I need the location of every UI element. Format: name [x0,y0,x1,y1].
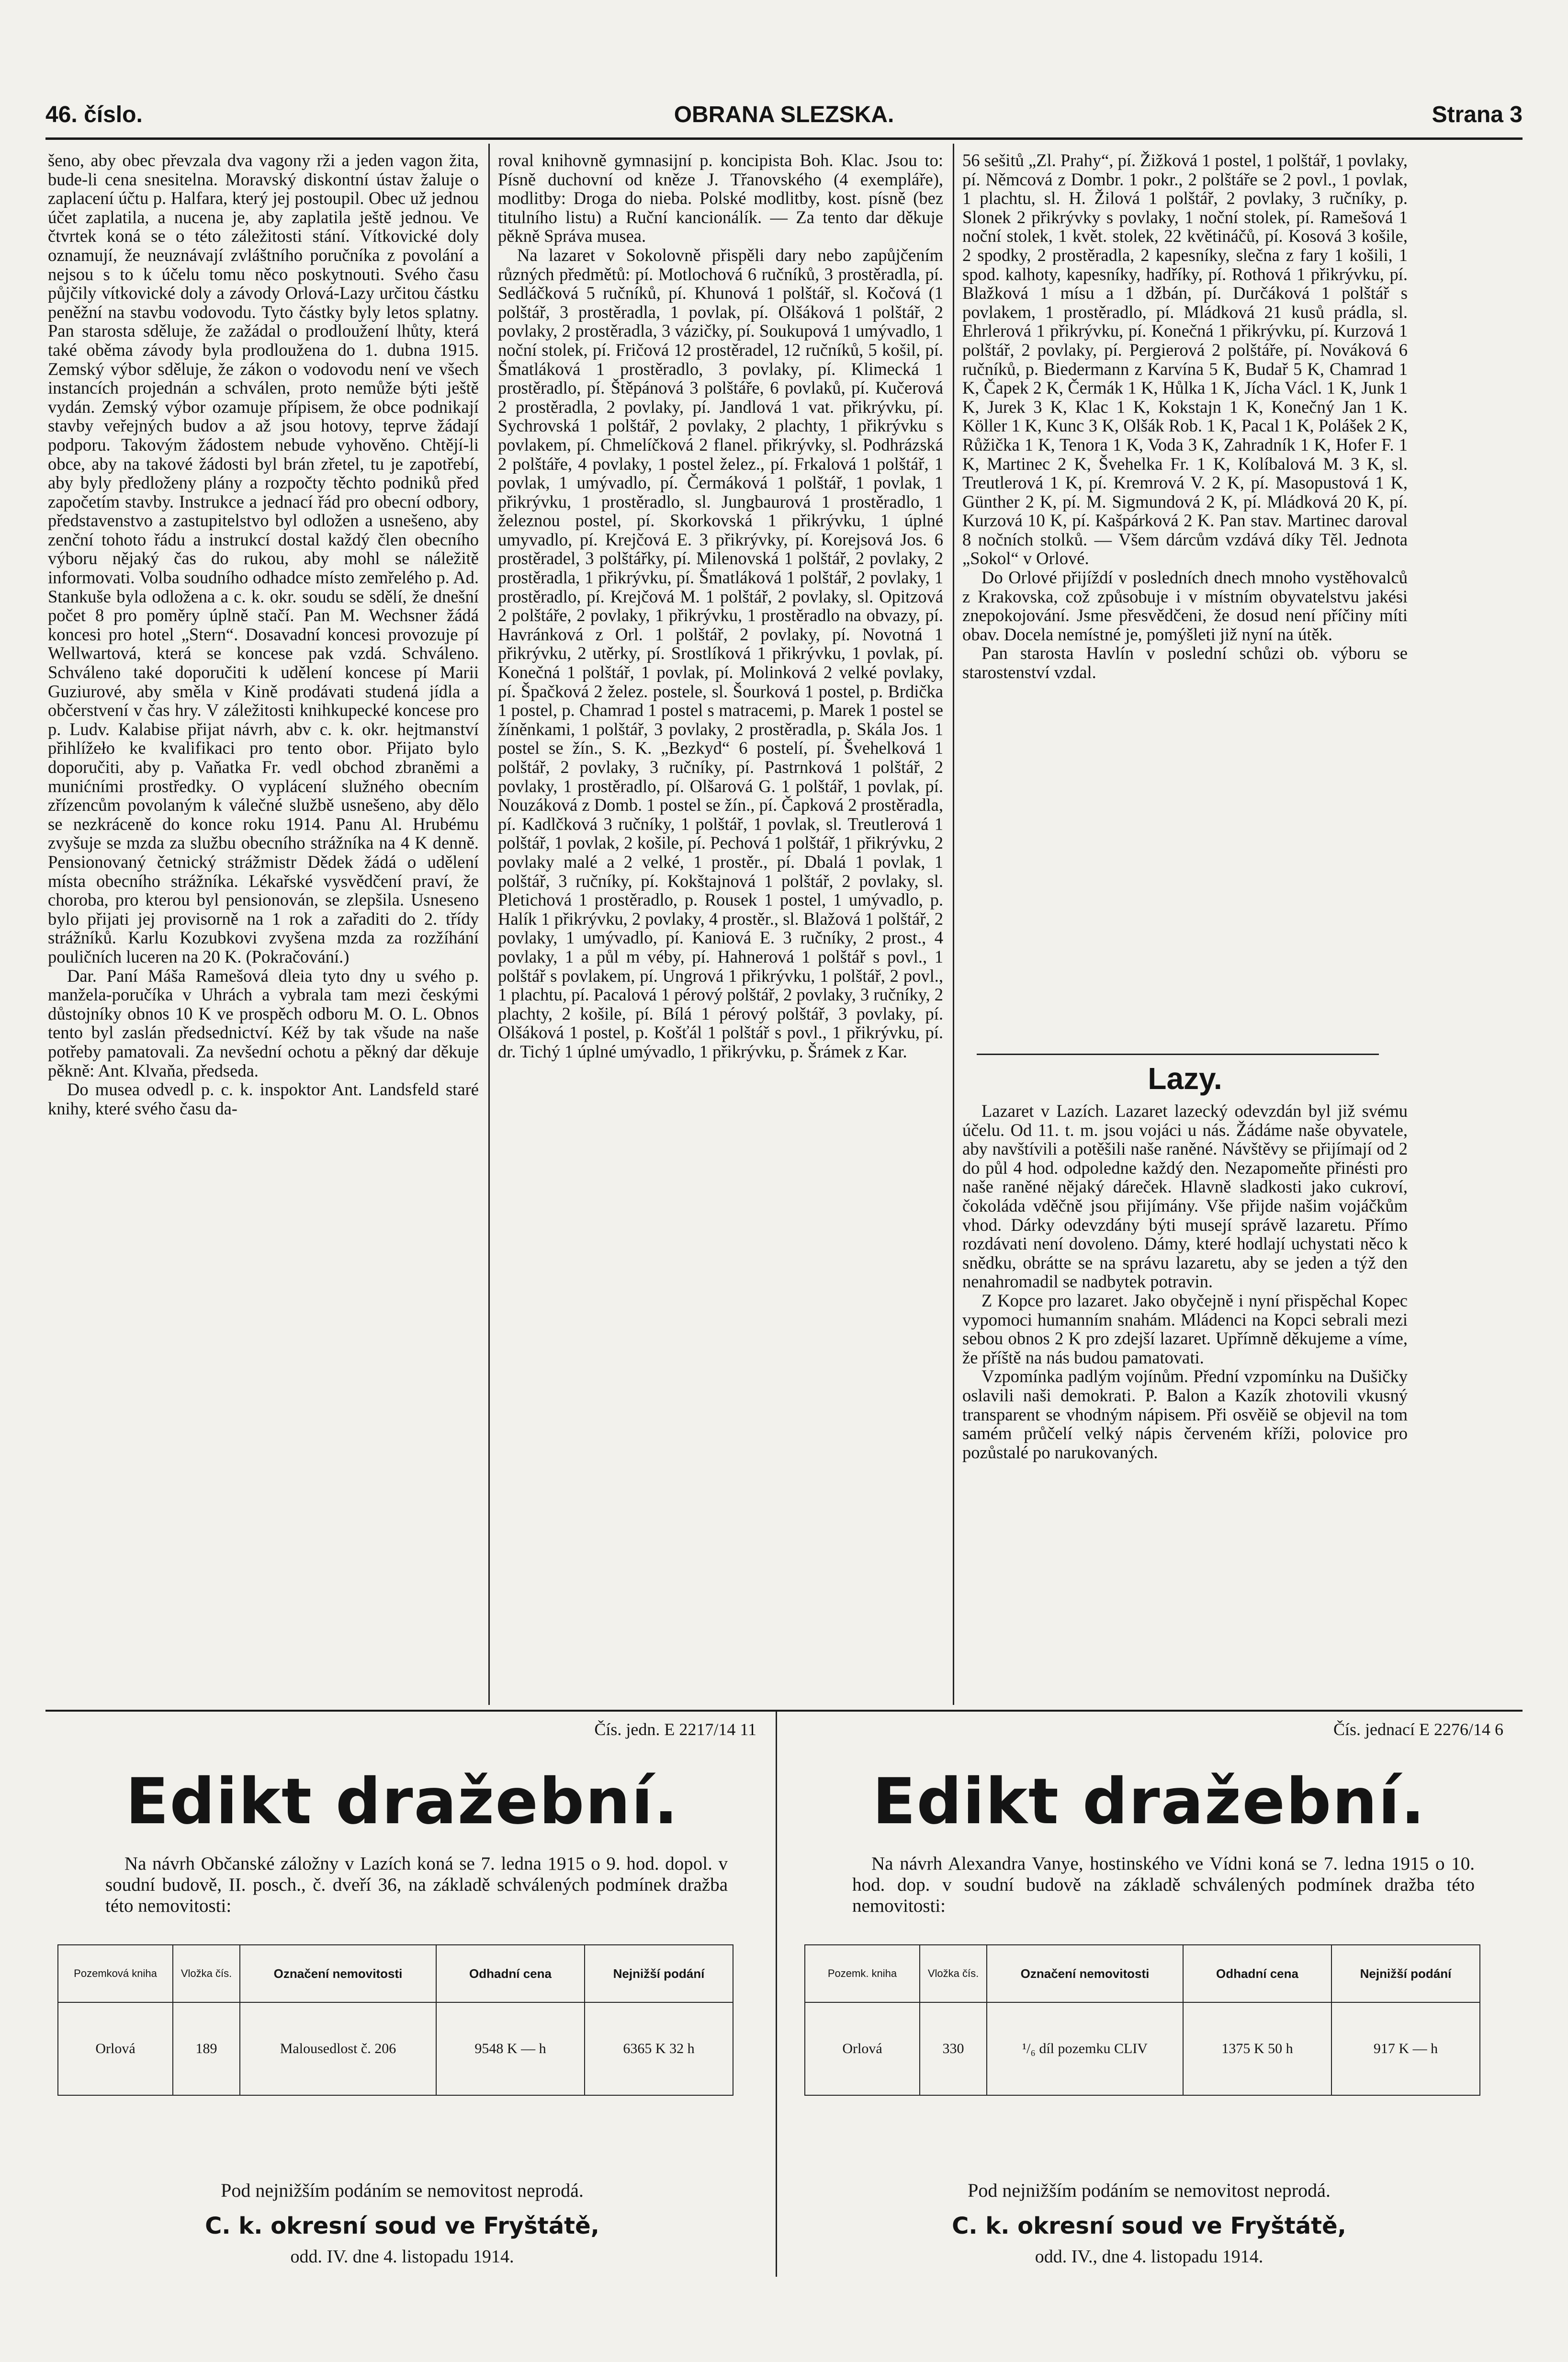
edict-note: Pod nejnižším podáním se nemovitost neprodá. [968,2180,1331,2201]
table-header: Označení nemovitosti [987,1945,1183,2002]
article-text: Z Kopce pro lazaret. Jako obyčejně i nyní přispěchal Kopec vypomoci humanním snahám. Mládenci na Kopci sebrali mezi sebou obnos 2 K pro zdejší lazaret. Upřímně děkujeme a víme, že příště na nás budou pamatovati. [962,1290,1408,1367]
column-2 [498,151,943,1698]
table-header-row [805,1945,1480,2002]
article-text: Pan starosta Havlín v poslední schůzi ob. výboru se starostenství vzdal. [962,643,1408,682]
auction-table [57,1944,733,2096]
page-number: Strana 3 [1432,102,1523,127]
article-text: Vzpomínka padlým vojínům. Přední vzpomínku na Dušičky oslavili naši demokrati. P. Balon a Kazík zhotovili vkusný transparent se vhodným nápisem. Při osvěiě se objevil na tom samém průčelí velký nápis červeném kříži, polovice pro pozůstalé po narukovaných. [962,1366,1408,1462]
edict-body [852,1853,1475,1917]
column-rule [488,144,490,1705]
table-cell: Orlová [58,2002,173,2095]
issue-number: 46. číslo. [45,102,143,127]
table-header: Pozemk. kniha [805,1945,920,2002]
edict-column-rule [776,1712,777,2277]
table-cell: 9548 K — h [436,2002,585,2095]
table-header: Vložka čís. [173,1945,240,2002]
court-name: C. k. okresní soud ve Fryštátě, [205,2213,599,2239]
article-text: Dar. Paní Máša Ramešová dleia tyto dny u svého p. manžela-poručíka v Uhrách a vybrala tam mezi českými důstojníky obnos 10 K ve prospěch odboru M. O. L. Obnos tento byl zaslán předsednictví. Kéž by tak všude na naše potřeby pamatovali. Za nevšední ochotu a pěkný dar děkuje pěkně: Ant. Klvaňa, předseda. [48,965,479,1080]
article-text: Lazaret v Lazích. Lazaret lazecký odevzdán byl již svému účelu. Od 11. t. m. jsou vojáci u nás. Žádáme naše obyvatele, aby navštívili a potěšili naše raněné. Návštěvy se přijímají od 2 do půl 4 hod. odpoledne každý den. Nezapomeňte přinésti pro naše raněné nějaký dáreček. Hlavně sladkosti jako cukroví, čokoláda vděčně jsou přijímány. Vše přijde našim vojáčkům vhod. Dárky odevzdány býti musejí správě lazaretu. Přímo rozdávati není dovoleno. Dámy, které hodlají uchystati něco k snědku, obrátte se na správu lazaretu, aby se jeden a týž den nenahromadil se nadbytek potravin. [962,1102,1408,1292]
table-row [805,2002,1480,2095]
edict-left [48,1719,756,2284]
table-header: Odhadní cena [1183,1945,1331,2002]
table-cell: Orlová [805,2002,920,2095]
column-rule [953,144,954,1705]
case-number: Čís. jednací E 2276/14 6 [1333,1720,1503,1739]
edict-body [105,1853,728,1917]
edict-text: Na návrh Alexandra Vanye, hostinského ve Vídni koná se 7. ledna 1915 o 10. hod. dop. v soudní budově na základě schválených podmínek dražba této nemovitosti: [852,1853,1475,1916]
auction-table [804,1944,1480,2096]
article-text: Na lazaret v Sokolovně přispěli dary nebo zapůjčením různých předmětů: pí. Motlochová 6 ručníků, 3 prostěradla, pí. Sedláčková 5 ručníků, pí. Khunová 1 polštář, sl. Kočová (1 polštář, 3 prostěradla, 1 povlak, pí. Olšáková 1 polštář, 2 povlaky, 2 prostěradla, 3 vázičky, pí. Soukupová 1 umývadlo, 1 noční stolek, pí. Fričová 12 prostěradel, 12 ručníků, 5 košil, pí. Šmatláková 1 prostěradlo, 3 povlaky, pí. Klimecká 1 prostěradlo, pí. Štěpánová 3 polštáře, 6 povlaků, pí. Kučerová 2 prostěradla, 2 povlaky, pí. Jandlová 1 vat. přikrývku, pí. Sychrovská 1 polštář, 2 povlaky, 2 plachty, 1 přikrývku s povlakem, pí. Chmelíčková 2 flanel. přikrývky, sl. Podhrázská 2 polštáře, 4 povlaky, 1 postel želez., pí. Frkalová 1 polštář, 1 povlak, 1 umývadlo, pí. Čermáková 1 polštář, 1 povlak, 1 přikrývku, 1 prostěradlo, sl. Jungbaurová 1 prostěradlo, 1 železnou postel, pí. Skorkovská 1 přikrývku, 1 úplné umyvadlo, pí. Krejčová E. 3 přikrývky, pí. Korejsová Jos. 6 prostěradel, 3 polštářky, pí. Milenovská 1 polštář, 2 povlaky, 2 prostěradla, 1 přikrývku, pí. Šmatláková 1 polštář, 2 povlaky, 1 prostěradlo, pí. Krejčová M. 1 polštář, 2 povlaky, sl. Opitzová 2 polštáře, 2 povlaky, 1 přikrývku, 1 prostěradlo na obvazy, pí. Havránková z Orl. 1 polštář, 2 povlaky, pí. Novotná 1 přikrývku, 2 utěrky, pí. Srostlíková 1 přikrývku, 1 povlak, pí. Konečná 1 polštář, 1 povlak, pí. Molinková 2 velké povlaky, pí. Špačková 2 želez. postele, sl. Šourková 1 postel, p. Brdička 1 postel, p. Chamrad 1 postel s matracemi, p. Marek 1 postel se žíněnkami, 1 polštář, 3 povlaky, 2 prostěradla, p. Skála Jos. 1 postel se žín., S. K. „Bezkyd“ 6 postelí, pí. Švehelková 1 polštář, 2 povlaky, 3 ručníky, pí. Pastrnková 1 polštář, 2 povlaky, 1 prostěradlo, pí. Olšarová G. 1 polštář, 1 povlak, pí. Nouzáková z Domb. 1 postel se žín., pí. Čapková 2 prostěradla, pí. Kadlčková 3 ručníky, 1 polštář, 1 povlak, sl. Treutlerová 1 polštář, 1 povlak, 2 košile, pí. Pechová 1 polštář, 1 přikrývku, 2 povlaky malé a 2 velké, 1 prostěr., pí. Dbalá 1 povlak, 1 polštář, 3 ručníky, pí. Kokštajnová 1 polštář, 2 povlaky, sl. Pletichová 1 prostěradlo, p. Rousek 1 postel, 1 umývadlo, p. Halík 1 přikrývku, 2 povlaky, 4 prostěr., sl. Blažová 1 polštář, 2 povlaky, 1 umývadlo, pí. Kaniová E. 3 ručníky, 2 prost., 4 povlaky, 1 a půl m véby, pí. Hahnerová 1 polštář s povl., 1 polštář s povlakem, pí. Ungrová 1 přikrývku, 1 polštář, 2 povl., 1 plachtu, pí. Pacalová 1 pérový polštář, 2 povlaky, 3 ručníky, 2 plachty, 2 košile, pí. Bílá 1 pérový polštář, 3 povlaky, pí. Olšáková 1 postel, p. Košťál 1 polštář s povl., 1 přikrývku, pí. dr. Tichý 1 úplné umývadlo, 1 přikrývku, p. Šrámek z Kar. [498,245,943,1061]
edict-text: Na návrh Občanské záložny v Lazích koná se 7. ledna 1915 o 9. hod. dopol. v soudní budově, II. posch., č. dveří 36, na základě schválených podmínek dražba této nemovitosti: [105,1853,728,1916]
newspaper-title: OBRANA SLEZSKA. [674,102,894,127]
column-3 [962,151,1408,1051]
lazy-section [962,1102,1408,1698]
table-header-row [58,1945,733,2002]
table-row [58,2002,733,2095]
edict-date: odd. IV. dne 4. listopadu 1914. [290,2247,514,2267]
table-header: Pozemková kniha [58,1945,173,2002]
table-header: Nejnižší podání [585,1945,733,2002]
edict-right [795,1719,1503,2284]
edict-rule [45,1710,1523,1712]
edict-title: Edikt dražební. [125,1765,679,1839]
table-header: Vložka čís. [920,1945,987,2002]
article-text: Do Orlové přijíždí v posledních dnech mnoho vystěhovalců z Krakovska, což způsobuje i v místním obyvatelstvu jakési znepokojování. Jsme přesvědčeni, že dosud není příčiny míti obav. Docela nemístné je, pomýšleti již nyní na útěk. [962,568,1408,644]
table-header: Označení nemovitosti [240,1945,436,2002]
table-cell: 189 [173,2002,240,2095]
page-header [45,102,1523,135]
article-text: 56 sešitů „Zl. Prahy“, pí. Žižková 1 postel, 1 polštář, 1 povlaky, pí. Němcová z Dombr. 1 pokr., 2 polštáře se 2 povl., 1 povlak, 1 plachtu, sl. H. Žilová 1 polštář, 2 povlaky, 3 ručníky, p. Slonek 2 přikrývky s povlaky, 1 noční stolek, pí. Ramešová 1 noční stolek, 1 květ. stolek, 22 květináčů, pí. Kosová 3 košile, 2 spodky, 2 prostěradla, 2 kapesníky, slečna z fary 1 košili, 1 spod. kalhoty, kapesníky, hadříky, pí. Rothová 1 přikrývku, pí. Blažková 1 mísu a 1 džbán, pí. Durčáková 1 polštář s povlakem, 1 prostěradlo, pí. Mládková 21 kusů prádla, sl. Ehrlerová 1 přikrývku, pí. Konečná 1 přikrývku, pí. Kurzová 1 polštář, 2 povlaky, pí. Pergierová 2 polštáře, pí. Nováková 6 ručníků, p. Biedermann z Karvína 5 K, Budař 5 K, Chamrad 1 K, Čapek 2 K, Čermák 1 K, Hůlka 1 K, Jícha Václ. 1 K, Junk 1 K, Jurek 3 K, Klac 1 K, Kokstajn 1 K, Konečný Jan 1 K. Köller 1 K, Kunc 3 K, Olšák Rob. 1 K, Pacal 1 K, Polášek 2 K, Růžička 1 K, Tenora 1 K, Voda 3 K, Zahradník 1 K, Hofer F. 1 K, Martinec 2 K, Švehelka Fr. 1 K, Kolíbalová M. 3 K, sl. Treutlerová 1 K, pí. Kremrová V. 2 K, pí. Masopustová 1 K, Günther 2 K, pí. M. Sigmundová 2 K, pí. Mládková 20 K, pí. Kurzová 10 K, pí. Kašpárková 2 K. Pan stav. Martinec daroval 8 nočních stolků. — Všem dárcům vzdává díky Těl. Jednota „Sokol“ v Orlové. [962,151,1408,568]
table-cell: ¹/₆ díl pozemku CLIV [987,2002,1183,2095]
table-cell: 6365 K 32 h [585,2002,733,2095]
table-cell: 1375 K 50 h [1183,2002,1331,2095]
article-text: roval knihovně gymnasijní p. koncipista Boh. Klac. Jsou to: Písně duchovní od kněze J. Třanovského (4 exempláře), modlitby: Droga do nieba. Polské modlitby, kost. písně (bez titulního listu) a Ruční kancionálík. — Za tento dar děkuje pěkně Správa musea. [498,151,943,246]
edict-note: Pod nejnižším podáním se nemovitost neprodá. [221,2180,584,2201]
table-cell: 330 [920,2002,987,2095]
table-cell: Malousedlost č. 206 [240,2002,436,2095]
column-1 [48,151,479,1698]
article-text: Do musea odvedl p. c. k. inspoktor Ant. Landsfeld staré knihy, které svého času da- [48,1079,479,1118]
edict-date: odd. IV., dne 4. listopadu 1914. [1035,2247,1263,2267]
section-rule [977,1054,1379,1055]
header-rule [45,137,1523,140]
court-name: C. k. okresní soud ve Fryštátě, [952,2213,1346,2239]
edict-title: Edikt dražební. [872,1765,1426,1839]
table-cell: 917 K — h [1331,2002,1480,2095]
section-heading-lazy: Lazy. [1148,1061,1222,1096]
case-number: Čís. jedn. E 2217/14 11 [594,1720,756,1739]
table-header: Nejnižší podání [1331,1945,1480,2002]
article-text: šeno, aby obec převzala dva vagony rži a jeden vagon žita, bude-li cena snesitelna. Moravský diskontní ústav žaluje o zaplacení účtu p. Halfara, který jej postoupil. Obec už jednou účet zaplatila, a nucena je, aby zaplatila ještě jednou. Ve čtvrtek koná se o této záležitosti stání. Vítkovické doly oznamují, že neuznávají zvláštního poručníka z povolání a nejsou s to k účelu tomu něco poskytnouti. Svého času půjčily vítkovické doly a závody Orlová-Lazy určitou částku peněžní na stavbu vodovodu. Tyto částky byly letos splatny. Pan starosta sděluje, že zažádal o prodloužení lhůty, která také oběma závody byla prodloužena do 1. dubna 1915. Zemský výbor sděluje, že zákon o vodovodu není ve všech instancích projednán a schválen, proto nemůže býti ještě vydán. Zemský výbor ozamuje přípisem, že obce podnikají stavby veřejných budov a až jsou hotovy, teprve žádají podporu. Takovým žádostem nebude vyhověno. Chtějí-li obce, aby na takové žádosti byl brán zřetel, tu je zapotřebí, aby byly předloženy plány a rozpočty těchto podniků před započetím stavby. Instrukce a jednací řád pro obecní odbory, představenstvo a zastupitelstvo byl odložen a usnešeno, aby zenční tohoto řádu a instrukcí dostal každý člen obecního výboru nějaký čas do rukou, aby mohl se náležitě informovati. Volba soudního odhadce místo zemřelého p. Ad. Stankuše byla odložena a c. k. okr. soudu se sdělí, že dnešní počet 8 pro poměry úplně stačí. Pan M. Wechsner žádá koncesi pro hotel „Stern“. Dosavadní koncesi provozuje pí Wellwartová, která se koncese pak vzdá. Schváleno. Schváleno také doporučiti k udělení koncese pí Marii Guziurové, aby směla v Kině prodávati studená jídla a občerstvení v čas hry. V záležitosti knihkupecké koncese pro p. Ludv. Kalabise přijat návrh, abv c. k. okr. hejtmanství přihlížeło ke kvalifikaci pro tento obor. Přijato bylo doporučiti, aby p. Vaňatka Fr. vedl obchod zbraněmi a munićními prostředky. O vyplácení služného obecním zřízencům povolaným k válečné službě usnešeno, aby dělo se nezkráceně do konce roku 1914. Panu Al. Hrubému zvyšuje se mzda za službu obecního strážníka na 4 K denně. Pensionovaný četnický strážmistr Dědek žádá o udělení místa obecního strážníka. Lékařské vysvědčení praví, že choroba, pro kterou byl pensionován, se zlepšila. Usneseno bylo přijati jej provisorně na 1 rok a zařaditi do 2. třídy strážníků. Karlu Kozubkovi zvyšena mzda za rozžíhání pouličních luceren na 20 K. (Pokračování.) [48,151,479,966]
table-header: Odhadní cena [436,1945,585,2002]
